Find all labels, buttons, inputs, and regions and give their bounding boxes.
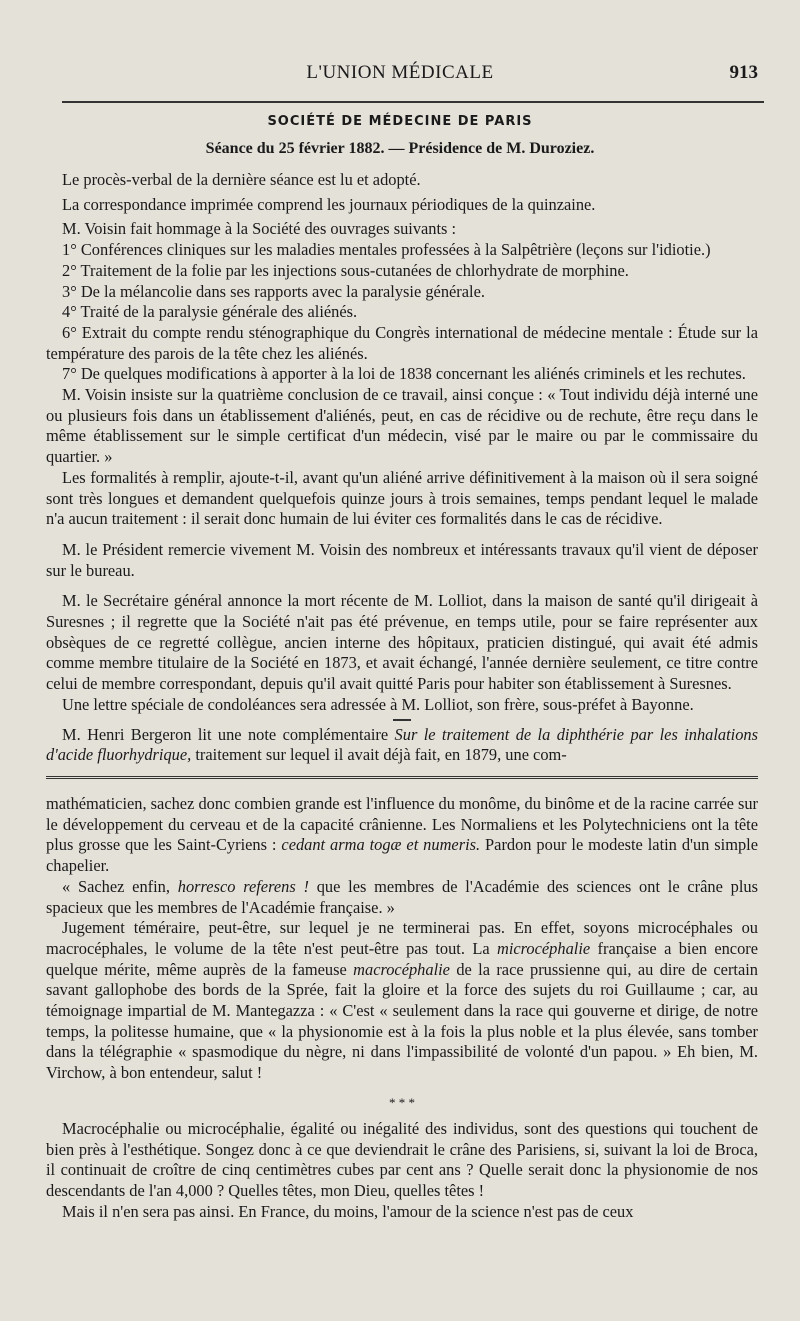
list-item: 2° Traitement de la folie par les injections sous-cutanées de chlorhydrate de morphine. xyxy=(62,260,629,280)
text-run: que les membres de l'Académie des sciences ont le crâne plus spacieux que les membres de l'Académie française. » xyxy=(46,876,758,917)
text-run: traitement sur lequel il avait déjà fait, en 1879, une com- xyxy=(191,745,567,765)
text-run: française a bien encore quelque mérite, même auprès de la fameuse xyxy=(46,938,759,979)
society-heading: SOCIÉTÉ DE MÉDECINE DE PARIS xyxy=(267,114,533,129)
list-item: 4° Traité de la paralysie générale des aliénés. xyxy=(62,302,358,322)
paragraph xyxy=(46,725,758,766)
text-run: M. Henri Bergeron lit une note complémentaire xyxy=(62,724,395,744)
running-header xyxy=(40,62,760,92)
paragraph: Une lettre spéciale de condoléances sera adressée à M. Lolliot, son frère, sous-préfet à Bayonne. xyxy=(62,694,694,714)
header-rule xyxy=(62,101,764,103)
paragraph: M. le Président remercie vivement M. Voisin des nombreux et intéressants travaux qu'il vient de déposer sur le bureau. xyxy=(46,539,758,580)
session-line: Séance du 25 février 1882. — Présidence de M. Duroziez. xyxy=(205,140,595,157)
italic-title: Sur le traitement de la diphthérie par les inhalations d'acide fluorhydrique, xyxy=(46,724,758,765)
text-run: mathématicien, sachez donc combien grande est l'influence du monôme, du binôme et de la racine carrée sur le développement du cerveau et de la capacité crânienne. Les Normaliens et les Polytechniciens ont la tête plus grosse que les Saint-Cyriens : xyxy=(46,793,759,855)
text-run: de la race prussienne qui, au dire de certain savant gallophobe des bords de la Sprée, fait la gloire et la force des sujets du roi Guillaume ; car, au témoignage impartial de M. Mantegazza : « C'est « seulement dans la race qui gouverne et dirige, de notre temps, la politesse humaine, que « la physionomie est à la fois la plus noble et la plus élevée, sans tomber dans la télégraphie « spasmodique du nègre, ni dans l'impassibilité de volonté d'un papou. » Eh bien, M. Virchow, à bon entendeur, salut ! xyxy=(46,959,758,1083)
article-body xyxy=(46,170,758,1222)
italic-text: cedant arma togæ et numeris. xyxy=(281,835,481,855)
feuilleton xyxy=(46,794,758,1222)
feuilleton-rule xyxy=(46,776,758,782)
paragraph: M. Voisin fait hommage à la Société des ouvrages suivants : xyxy=(62,219,457,239)
list-item: 3° De la mélancolie dans ses rapports avec la paralysie générale. xyxy=(62,281,485,301)
italic-text: macrocéphalie xyxy=(353,959,450,979)
text-run: « Sachez enfin, xyxy=(62,876,178,896)
page-number: 913 xyxy=(729,62,758,83)
journal-title: L'UNION MÉDICALE xyxy=(306,62,494,83)
asterism: * * * xyxy=(389,1094,415,1110)
paragraph: Le procès-verbal de la dernière séance est lu et adopté. xyxy=(62,170,421,189)
text-run: Pardon pour le modeste latin d'un simple chapelier. xyxy=(46,835,758,876)
list-item: 6° Extrait du compte rendu sténographique du Congrès international de médecine mentale : Étude sur la température des parois de la tête chez les aliénés. xyxy=(46,322,758,363)
paragraph: Les formalités à remplir, ajoute-t-il, avant qu'un aliéné arrive définitivement à la maison où il sera soigné sont très longues et demandent quelquefois quinze jours à trois semaines, temps pendant lequel le malade n'a aucun traitement : il serait donc humain de lui éviter ces formalités dans le cas de récidive. xyxy=(46,467,758,529)
list-item: 1° Conférences cliniques sur les maladies mentales professées à la Salpêtrière (leçons sur l'idiotie.) xyxy=(62,240,711,260)
paragraph: M. Voisin insiste sur la quatrième conclusion de ce travail, ainsi conçue : « Tout individu déjà interné une ou plusieurs fois dans un établissement d'aliénés, peut, en cas de récidive ou de rechute, être reçu dans le même établissement sur le simple certificat d'un médecin, visé par le maire ou par le commissaire du quartier. » xyxy=(46,385,758,467)
paragraph xyxy=(46,918,758,1084)
italic-text: microcéphalie xyxy=(497,938,591,958)
list-item: 7° De quelques modifications à apporter à la loi de 1838 concernant les aliénés criminels et les rechutes. xyxy=(62,364,746,384)
paragraph: La correspondance imprimée comprend les journaux périodiques de la quinzaine. xyxy=(62,194,596,214)
paragraph: M. le Secrétaire général annonce la mort récente de M. Lolliot, dans la maison de santé qu'il dirigeait à Suresnes ; il regrette que la Société n'ait pas été prévenue, en temps utile, pour se faire représenter aux obsèques de ce regretté collègue, ancien interne des hôpitaux, praticien distingué, qui avait été admis comme membre titulaire de la Société en 1873, et avait échangé, l'année dernière seulement, ce titre contre celui de membre correspondant, depuis qu'il avait quitté Paris pour habiter son établissement à Suresnes. xyxy=(46,591,758,694)
paragraph xyxy=(46,877,758,918)
italic-text: horresco referens ! xyxy=(177,876,309,896)
paragraph: Mais il n'en sera pas ainsi. En France, du moins, l'amour de la science n'est pas de ceux xyxy=(62,1201,634,1221)
text-run: Jugement téméraire, peut-être, sur lequel je ne terminerai pas. En effet, soyons microcéphales ou macrocéphales, le volume de la tête n'est peut-être pas tout. La xyxy=(46,918,758,958)
paragraph: Macrocéphalie ou microcéphalie, égalité ou inégalité des individus, sont des questions qui touchent de bien près à l'esthétique. Songez donc à ce que deviendrait le crâne des Parisiens, si, suivant la loi de Broca, il continuait de croître de cinq centimètres cubes par cent ans ? Quelle serait donc la physionomie de nos descendants de l'an 4,000 ? Quelles têtes, mon Dieu, quelles têtes ! xyxy=(46,1118,758,1200)
paragraph xyxy=(46,794,758,877)
section-separator xyxy=(393,719,411,721)
